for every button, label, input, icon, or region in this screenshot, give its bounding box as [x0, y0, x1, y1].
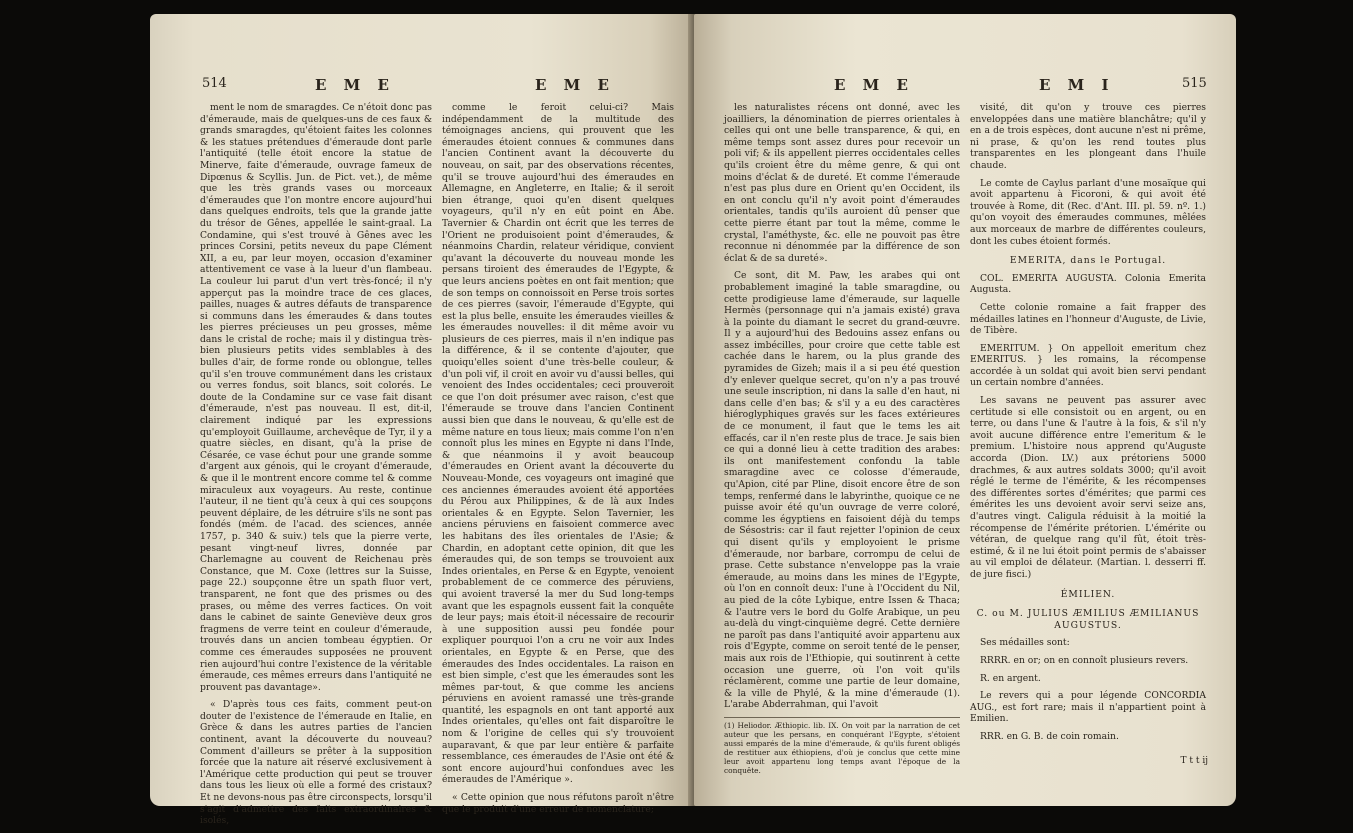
left-page	[150, 14, 694, 827]
right-header-col2: E M I	[1039, 76, 1115, 94]
paragraph: les naturalistes récens ont donné, avec les joailliers, la dénomination de pierres orientales à celles qui ont une belle transparence, & qui, en même temps sont assez dures pour recevoir un poli vif; & ils appellent pierres occidentales celles qu'ils croient être du même genre, & qui ont moins d'éclat & de dureté. Et comme l'émeraude n'est pas plus dure en Orient qu'en Occident, ils en ont conclu qu'il n'y avoit point d'émeraudes orientales, tandis qu'ils auroient dû penser que cette pierre étant par tout la même, comme le crystal, l'améthyste, &c. elle ne pouvoit pas être reconnue ni dénommée par la différence de son éclat & de sa dureté».	[724, 102, 960, 264]
paragraph: Les savans ne peuvent pas assurer avec certitude si elle consistoit ou en argent, ou en terre, ou dans l'une & l'autre à la fois, & s'il n'y avoit aucune différence entre l'emeritum & le premium. L'histoire nous apprend qu'Auguste accorda (Dion. LV.) aux prétoriens 5000 drachmes, & aux autres soldats 3000; qu'il avoit réglé le terme de l'émérite, & les récompenses des différentes sortes d'émérites; que parmi ces émérites les uns devoient avoir servi seize ans, d'autres vingt. Caligula réduisit à la moitié la récompense de l'émérite prétorien. L'émérite ou vétéran, de quelque rang qu'il fût, étoit très-estimé, & il ne lui étoit point permis de s'abaisser au vil emploi de délateur. (Martian. l. desserri ff. de jure fisci.)	[970, 395, 1206, 580]
paragraph: « Cette opinion que nous réfutons paroît n'être que le produit d'une erreur de nomenclature;	[442, 792, 674, 815]
paragraph: RRR. en G. B. de coin romain.	[980, 730, 1119, 742]
left-page-number: 514	[202, 76, 227, 91]
right-header-col1: E M E	[834, 76, 914, 94]
paragraph: Ce sont, dit M. Paw, les arabes qui ont probablement imaginé la table smaragdine, ou cette prodigieuse lame d'émeraude, sur laquelle Hermès (personnage qui n'a jamais existé) grava à la pointe du diamant le secret du grand-œuvre. Il y a aujourd'hui des Bedouins assez enfans ou assez imbécilles, pour croire que cette table est cachée dans le harem, ou la plus grande des pyramides de Gizeh; mais il a si peu été question d'y enlever quelque secret, qu'on n'y a pas trouvé une seule inscription, ni dans la salle d'en haut, ni dans celle d'en bas; & s'il y a eu des caractères hiéroglyphiques gravés sur les faces extérieures de ce monument, il faut que le tems les ait effacés, car il n'en reste plus de trace. Je sais bien ce qui a donné lieu à cette tradition des arabes: ils ont manifestement confondu la table smaragdine avec ce colosse d'émeraude, qu'Apion, cité par Pline, disoit encore être de son temps, renfermé dans le labyrinthe, quoique ce ne puisse avoir été qu'un ouvrage de verre coloré, comme les égyptiens en faisoient déjà du temps de Sésostris: car il faut rejetter l'opinion de ceux qui disent qu'ils y employoient le prisme d'émeraude, nor barbare, corrompu de celui de prase. Cette substance n'enveloppe pas la vraie émeraude, au moins dans les mines de l'Egypte, où l'on en connoît deux: l'une à l'Occident du Nil, au pied de la côte Lybique, entre Issen & Thaca; & l'autre vers le bord du Golfe Arabique, un peu au-delà du vingt-cinquième degré. Cette dernière ne paroît pas dans l'antiquité avoir appartenu aux rois d'Egypte, comme on seroit tenté de le penser, mais aux rois de l'Ethiopie, qui soutinrent à cette occasion une guerre, où l'on voit qu'ils réclamèrent, comme une partie de leur domaine, & la ville de Phylé, & la mine d'émeraude (1). L'arabe Abderrahman, qui l'avoit	[724, 270, 960, 711]
right-page	[694, 14, 1236, 806]
paragraph: Cette colonie romaine a fait frapper des médailles latines en l'honneur d'Auguste, de Livie, de Tibère.	[970, 301, 1206, 337]
paragraph: Le comte de Caylus parlant d'une mosaïque qui avoit appartenu à Ficoroni, & qui avoit été trouvée à Rome, dit (Rec. d'Ant. III. pl. 59. nº. 1.) qu'on voyoit des émeraudes communes, mêlées aux morceaux de marbre de différentes couleurs, dont les cubes étoient formés.	[970, 177, 1206, 247]
paragraph: Le revers qui a pour légende CONCORDIA AUG., est fort rare; mais il n'appartient point à Emilien.	[970, 690, 1206, 725]
paragraph: EMERITUM. } On appelloit emeritum chez EMERITUS. } les romains, la récompense accordée à un soldat qui avoit bien servi pendant un certain nombre d'années.	[970, 342, 1206, 389]
right-column-1	[724, 102, 960, 777]
paragraph: comme le feroit celui-ci? Mais indépendamment de la multitude des témoignages anciens, qui prouvent que les émeraudes étoient connues & communes dans l'ancien Continent avant la découverte du nouveau, on sait, par des observations récentes, qu'il se trouve aujourd'hui des émeraudes en Allemagne, en Angleterre, en Italie; & il seroit bien étrange, quoi qu'en disent quelques voyageurs, qu'il n'y en eût point en Abe. Tavernier & Chardin ont écrit que les terres de l'Orient ne produisoient point d'émeraudes, & néanmoins Chardin, relateur véridique, convient qu'avant la découverte du nouveau monde les persans tiroient des émeraudes de l'Egypte, & que leurs anciens poètes en ont fait mention; que de son temps on connoissoit en Perse trois sortes de ces pierres (savoir, l'émeraude d'Egypte, qui est la plus belle, ensuite les émeraudes vieilles & les émeraudes nouvelles: il dit même avoir vu plusieurs de ces pierres, mais il n'en indique pas la différence, & il se contente d'ajouter, que quoiqu'elles soient d'une très-belle couleur, & d'un poli vif, il croit en avoir vu d'aussi belles, qui venoient des Indes occidentales; ceci prouveroit ce que l'on doit présumer avec raison, c'est que l'émeraude se trouve dans l'ancien Continent aussi bien que dans le nouveau, & qu'elle est de même nature en tous lieux; mais comme l'on n'en connoît plus les mines en Egypte ni dans l'Inde, & que néanmoins il y avoit beaucoup d'émeraudes en Orient avant la découverte du Nouveau-Monde, ces voyageurs ont imaginé que ces anciennes émeraudes avoient été apportées du Pérou aux Philippines, & de là aux Indes orientales & en Egypte. Selon Tavernier, les anciens péruviens en faisoient commerce avec les habitans des îles orientales de l'Asie; & Chardin, en adoptant cette opinion, dit que les émeraudes qui, de son temps se trouvoient aux Indes orientales, en Perse & en Egypte, venoient probablement de ce commerce des péruviens, qui avoient traversé la mer du Sud long-temps avant que les espagnols eussent fait la conquête de leur pays; mais étoit-il nécessaire de recourir à une supposition aussi peu fondée pour expliquer pourquoi l'on a cru ne voir aux Indes orientales, en Egypte & en Perse, que des émeraudes des Indes occidentales. La raison en est bien simple, c'est que les émeraudes sont les mêmes par-tout, & que comme les anciens péruviens en avoient ramassé une très-grande quantité, les espagnols en ont tant apporté aux Indes orientales, qu'elles ont fait disparoître le nom & l'origine de celles qui s'y trouvoient auparavant, & que par leur entière & parfaite ressemblance, ces émeraudes de l'Asie ont été & sont encore aujourd'hui confondues avec les émeraudes de l'Amérique ».	[442, 102, 674, 786]
entry-heading-emerita: EMERITA, dans le Portugal.	[1009, 255, 1167, 267]
right-column-2	[970, 102, 1206, 749]
right-page-number: 515	[1182, 76, 1207, 91]
right-page-header	[694, 76, 1236, 98]
left-header-col1: E M E	[315, 76, 395, 94]
paragraph: Ses médailles sont:	[980, 637, 1070, 649]
footnote-text: (1) Heliodor. Æthiopic. lib. IX. On voit par la narration de cet auteur que les persans, en conquérant l'Egypte, s'étoient aussi emparés de la mine d'émeraude, & qu'ils furent obligés de restituer aux éthiopiens, d'où je conclus que cette mine leur avoit appartenu long temps avant l'époque de la conquête.	[724, 720, 960, 775]
left-page-header	[150, 76, 694, 98]
left-column-2	[442, 102, 674, 821]
paragraph: RRRR. en or; on en connoît plusieurs revers.	[980, 654, 1189, 666]
paragraph: visité, dit qu'on y trouve ces pierres enveloppées dans une matière blanchâtre; qu'il y en a de trois espèces, dont aucune n'est ni prême, ni prase, & qu'on les rend toutes plus transparentes en les plongeant dans l'huile chaude.	[970, 102, 1206, 171]
paragraph: COL. EMERITA AUGUSTA. Colonia Emerita Augusta.	[970, 272, 1206, 296]
signature-mark: T t t ij	[1180, 756, 1208, 766]
paragraph: ment le nom de smaragdes. Ce n'étoit donc pas d'émeraude, mais de quelques-uns de ces faux & grands smaragdes, qu'étoient faites les colonnes & les statues prétendues d'émeraude dont parle l'antiquité (telle étoit encore la statue de Minerve, faite d'émeraude, ouvrage fameux de Dipœnus & Scyllis. Jun. de Pict. vet.), de même que les très grands vases ou morceaux d'émeraudes que l'on montre encore aujourd'hui dans quelques endroits, tels que la grande jatte du trésor de Gênes, appellée le saint-graal. La Condamine, qui s'est trouvé à Gênes avec les princes Corsini, petits neveux du pape Clément XII, a eu, par leur moyen, occasion d'examiner attentivement ce vase à la lueur d'un flambeau. La couleur lui parut d'un vert très-foncé; il n'y apperçut pas la moindre trace de ces glaces, pailles, nuages & autres défauts de transparence si communs dans les émeraudes & dans toutes les pierres précieuses un peu grosses, même dans le cristal de roche; mais il y distingua très-bien plusieurs petits vides semblables à des bulles d'air, de forme ronde ou oblongue, telles qu'il s'en trouve communément dans les cristaux ou verres fondus, soit blancs, soit colorés. Le doute de la Condamine sur ce vase fait disant d'émeraude, n'est pas nouveau. Il est, dit-il, clairement indiqué par les expressions qu'employoit Guillaume, archevêque de Tyr, il y a quatre siècles, en disant, qu'à la prise de Césarée, ce vase échut pour une grande somme d'argent aux génois, qui le croyant d'émeraude, & que il le montrent encore comme tel & comme miraculeux aux voyageurs. Au reste, continue l'auteur, il ne tient qu'à ceux à qui ces soupçons peuvent déplaire, de les détruire s'ils ne sont pas fondés (mém. de l'acad. des sciences, année 1757, p. 340 & suiv.) tels que la pierre verte, pesant vingt-neuf livres, donnée par Charlemagne au couvent de Reichenau près Constance, que M. Coxe (lettres sur la Suisse, page 22.) soupçonne être un spath fluor vert, transparent, ne font que des prismes ou des prases, ou même des verres factices. On voit dans le cabinet de sainte Geneviève deux gros fragmens de verre teint en couleur d'émeraude, trouvés dans un ancien tombeau égyptien. Or comme ces émeraudes supposées ne prouvent rien aujourd'hui contre l'existence de la véritable émeraude, ces mêmes erreurs dans l'antiquité ne prouvent pas davantage».	[200, 102, 432, 693]
left-header-col2: E M E	[535, 76, 615, 94]
paragraph: « D'après tous ces faits, comment peut-on douter de l'existence de l'émeraude en Italie, en Grèce & dans les autres parties de l'ancien continent, avant la découverte du nouveau? Comment d'ailleurs se prêter à la supposition forcée que la nature ait réservé exclusivement à l'Amérique cette production qui peut se trouver dans tous les lieux où elle a formé des cristaux? Et ne devons-nous pas être circonspects, lorsqu'il s'agit d'admettre des faits extraordinaires & isolés,	[200, 699, 432, 827]
entry-subheading: C. ou M. JULIUS ÆMILIUS ÆMILIANUS AUGUSTUS.	[976, 608, 1200, 631]
entry-heading-emilien: ÉMILIEN.	[1060, 588, 1116, 600]
footnote	[724, 717, 960, 775]
left-column-1	[200, 102, 432, 833]
paragraph: R. en argent.	[980, 672, 1041, 684]
